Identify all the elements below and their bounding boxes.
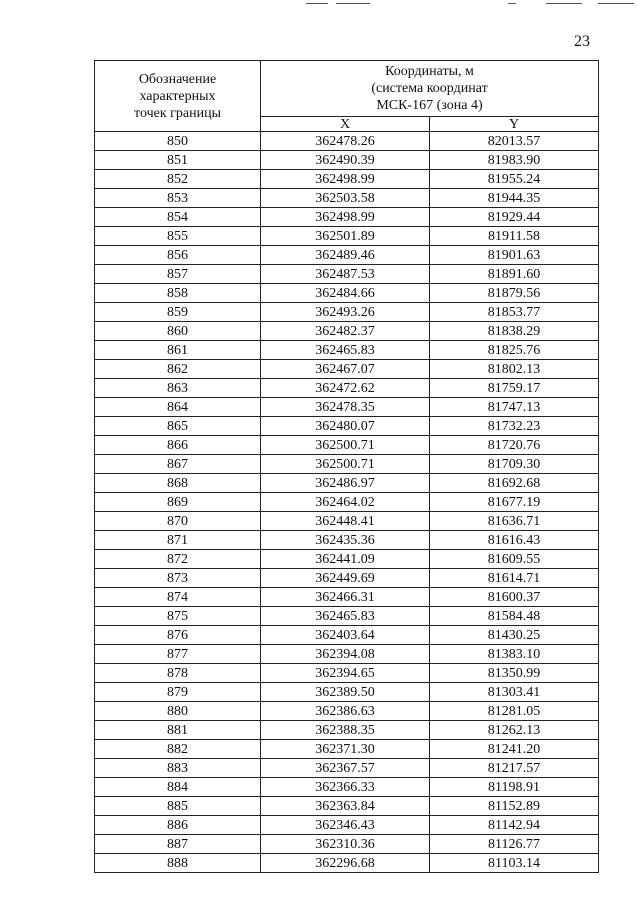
point-cell: 854 (95, 208, 261, 227)
x-coordinate-cell: 362363.84 (261, 797, 430, 816)
table-header-row (95, 61, 599, 117)
scan-mark (336, 3, 370, 4)
point-cell: 869 (95, 493, 261, 512)
y-coordinate-cell: 81303.41 (430, 683, 599, 702)
table-row (95, 246, 599, 265)
header-points-line: Обозначение (138, 71, 217, 87)
table-row (95, 455, 599, 474)
x-coordinate-cell: 362386.63 (261, 702, 430, 721)
x-coordinate-cell: 362389.50 (261, 683, 430, 702)
y-coordinate-cell: 81430.25 (430, 626, 599, 645)
header-points-column (95, 61, 261, 132)
x-coordinate-cell: 362489.46 (261, 246, 430, 265)
scan-mark (306, 3, 328, 4)
y-coordinate-cell: 82013.57 (430, 132, 599, 151)
point-cell: 872 (95, 550, 261, 569)
point-cell: 874 (95, 588, 261, 607)
table-row (95, 322, 599, 341)
point-cell: 850 (95, 132, 261, 151)
table-row (95, 740, 599, 759)
table-row (95, 189, 599, 208)
table-row (95, 664, 599, 683)
point-cell: 884 (95, 778, 261, 797)
x-coordinate-cell: 362449.69 (261, 569, 430, 588)
x-coordinate-cell: 362403.64 (261, 626, 430, 645)
point-cell: 868 (95, 474, 261, 493)
table-row (95, 854, 599, 873)
table-row (95, 227, 599, 246)
header-points-line: точек границы (134, 105, 221, 121)
x-coordinate-cell: 362478.26 (261, 132, 430, 151)
table-row (95, 816, 599, 835)
x-coordinate-cell: 362435.36 (261, 531, 430, 550)
x-coordinate-cell: 362503.58 (261, 189, 430, 208)
y-coordinate-cell: 81692.68 (430, 474, 599, 493)
x-coordinate-cell: 362486.97 (261, 474, 430, 493)
y-coordinate-cell: 81732.23 (430, 417, 599, 436)
x-coordinate-cell: 362366.33 (261, 778, 430, 797)
table-row (95, 512, 599, 531)
x-coordinate-cell: 362500.71 (261, 455, 430, 474)
y-coordinate-cell: 81103.14 (430, 854, 599, 873)
point-cell: 866 (95, 436, 261, 455)
y-coordinate-cell: 81636.71 (430, 512, 599, 531)
header-points-line: характерных (139, 88, 216, 104)
point-cell: 864 (95, 398, 261, 417)
y-coordinate-cell: 81802.13 (430, 360, 599, 379)
page-number: 23 (574, 33, 590, 50)
table-row (95, 151, 599, 170)
y-coordinate-cell: 81720.76 (430, 436, 599, 455)
coordinates-table (94, 60, 599, 873)
point-cell: 876 (95, 626, 261, 645)
y-coordinate-cell: 81609.55 (430, 550, 599, 569)
point-cell: 888 (95, 854, 261, 873)
scan-mark (598, 3, 634, 4)
x-coordinate-cell: 362478.35 (261, 398, 430, 417)
x-coordinate-cell: 362498.99 (261, 208, 430, 227)
table-row (95, 607, 599, 626)
point-cell: 878 (95, 664, 261, 683)
table-row (95, 588, 599, 607)
scan-mark (508, 3, 516, 4)
point-cell: 882 (95, 740, 261, 759)
table-row (95, 379, 599, 398)
point-cell: 856 (95, 246, 261, 265)
x-coordinate-cell: 362501.89 (261, 227, 430, 246)
y-coordinate-cell: 81217.57 (430, 759, 599, 778)
scan-marks (0, 0, 640, 10)
y-coordinate-cell: 81584.48 (430, 607, 599, 626)
point-cell: 860 (95, 322, 261, 341)
point-cell: 873 (95, 569, 261, 588)
table-row (95, 132, 599, 151)
y-coordinate-cell: 81142.94 (430, 816, 599, 835)
point-cell: 881 (95, 721, 261, 740)
table-row (95, 778, 599, 797)
point-cell: 877 (95, 645, 261, 664)
y-coordinate-cell: 81759.17 (430, 379, 599, 398)
x-coordinate-cell: 362472.62 (261, 379, 430, 398)
table-row (95, 436, 599, 455)
x-coordinate-cell: 362441.09 (261, 550, 430, 569)
x-coordinate-cell: 362388.35 (261, 721, 430, 740)
y-coordinate-cell: 81879.56 (430, 284, 599, 303)
x-coordinate-cell: 362367.57 (261, 759, 430, 778)
y-coordinate-cell: 81853.77 (430, 303, 599, 322)
header-coordinates-line: МСК-167 (зона 4) (376, 98, 483, 113)
table-row (95, 683, 599, 702)
point-cell: 851 (95, 151, 261, 170)
table-row (95, 474, 599, 493)
point-cell: 880 (95, 702, 261, 721)
point-cell: 865 (95, 417, 261, 436)
table-body (95, 132, 599, 873)
point-cell: 871 (95, 531, 261, 550)
table-row (95, 626, 599, 645)
x-coordinate-cell: 362490.39 (261, 151, 430, 170)
y-coordinate-cell: 81838.29 (430, 322, 599, 341)
y-coordinate-cell: 81600.37 (430, 588, 599, 607)
y-coordinate-cell: 81929.44 (430, 208, 599, 227)
point-cell: 863 (95, 379, 261, 398)
y-coordinate-cell: 81825.76 (430, 341, 599, 360)
table-row (95, 759, 599, 778)
x-coordinate-cell: 362310.36 (261, 835, 430, 854)
point-cell: 875 (95, 607, 261, 626)
header-coordinates-line: Координаты, м (385, 64, 474, 79)
header-y: Y (430, 117, 599, 132)
table-row (95, 170, 599, 189)
table-row (95, 721, 599, 740)
x-coordinate-cell: 362466.31 (261, 588, 430, 607)
y-coordinate-cell: 81677.19 (430, 493, 599, 512)
point-cell: 852 (95, 170, 261, 189)
x-coordinate-cell: 362467.07 (261, 360, 430, 379)
point-cell: 862 (95, 360, 261, 379)
point-cell: 859 (95, 303, 261, 322)
y-coordinate-cell: 81983.90 (430, 151, 599, 170)
point-cell: 857 (95, 265, 261, 284)
table-row (95, 835, 599, 854)
x-coordinate-cell: 362296.68 (261, 854, 430, 873)
y-coordinate-cell: 81350.99 (430, 664, 599, 683)
x-coordinate-cell: 362465.83 (261, 607, 430, 626)
x-coordinate-cell: 362482.37 (261, 322, 430, 341)
point-cell: 879 (95, 683, 261, 702)
y-coordinate-cell: 81891.60 (430, 265, 599, 284)
x-coordinate-cell: 362498.99 (261, 170, 430, 189)
scan-mark (546, 3, 582, 4)
table-row (95, 398, 599, 417)
y-coordinate-cell: 81614.71 (430, 569, 599, 588)
x-coordinate-cell: 362394.65 (261, 664, 430, 683)
x-coordinate-cell: 362464.02 (261, 493, 430, 512)
table-row (95, 569, 599, 588)
table-row (95, 360, 599, 379)
x-coordinate-cell: 362487.53 (261, 265, 430, 284)
point-cell: 886 (95, 816, 261, 835)
table-row (95, 493, 599, 512)
point-cell: 855 (95, 227, 261, 246)
x-coordinate-cell: 362371.30 (261, 740, 430, 759)
x-coordinate-cell: 362394.08 (261, 645, 430, 664)
y-coordinate-cell: 81383.10 (430, 645, 599, 664)
y-coordinate-cell: 81616.43 (430, 531, 599, 550)
x-coordinate-cell: 362448.41 (261, 512, 430, 531)
x-coordinate-cell: 362484.66 (261, 284, 430, 303)
table-row (95, 208, 599, 227)
y-coordinate-cell: 81955.24 (430, 170, 599, 189)
table-row (95, 417, 599, 436)
header-coordinates-line: (система координат (371, 81, 488, 96)
table-row (95, 531, 599, 550)
point-cell: 853 (95, 189, 261, 208)
table-row (95, 797, 599, 816)
table-row (95, 341, 599, 360)
header-x: X (261, 117, 430, 132)
x-coordinate-cell: 362500.71 (261, 436, 430, 455)
table-row (95, 645, 599, 664)
header-coordinates (261, 61, 599, 117)
y-coordinate-cell: 81241.20 (430, 740, 599, 759)
y-coordinate-cell: 81911.58 (430, 227, 599, 246)
y-coordinate-cell: 81152.89 (430, 797, 599, 816)
point-cell: 858 (95, 284, 261, 303)
table-row (95, 702, 599, 721)
point-cell: 885 (95, 797, 261, 816)
y-coordinate-cell: 81281.05 (430, 702, 599, 721)
table-row (95, 303, 599, 322)
x-coordinate-cell: 362346.43 (261, 816, 430, 835)
y-coordinate-cell: 81901.63 (430, 246, 599, 265)
point-cell: 861 (95, 341, 261, 360)
table-row (95, 284, 599, 303)
point-cell: 867 (95, 455, 261, 474)
y-coordinate-cell: 81126.77 (430, 835, 599, 854)
x-coordinate-cell: 362480.07 (261, 417, 430, 436)
x-coordinate-cell: 362465.83 (261, 341, 430, 360)
y-coordinate-cell: 81262.13 (430, 721, 599, 740)
y-coordinate-cell: 81944.35 (430, 189, 599, 208)
y-coordinate-cell: 81747.13 (430, 398, 599, 417)
table-row (95, 265, 599, 284)
point-cell: 883 (95, 759, 261, 778)
y-coordinate-cell: 81709.30 (430, 455, 599, 474)
x-coordinate-cell: 362493.26 (261, 303, 430, 322)
point-cell: 887 (95, 835, 261, 854)
point-cell: 870 (95, 512, 261, 531)
y-coordinate-cell: 81198.91 (430, 778, 599, 797)
table-row (95, 550, 599, 569)
